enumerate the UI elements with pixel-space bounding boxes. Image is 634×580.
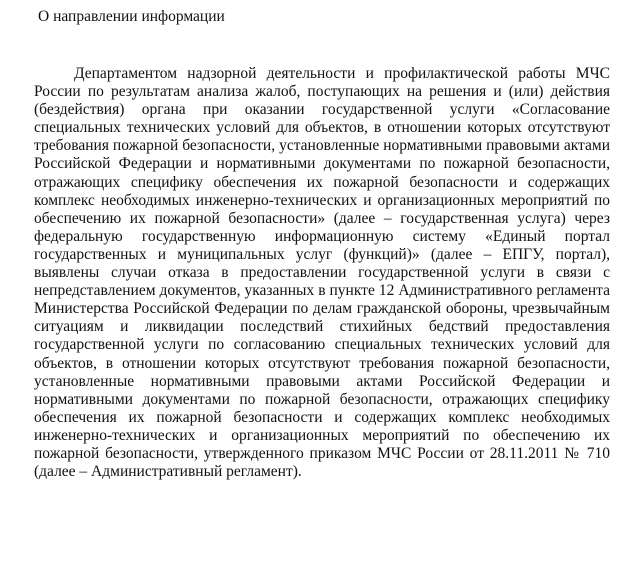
document-subject: О направлении информации — [38, 8, 225, 25]
document-body-paragraph: Департаментом надзорной деятельности и профилактической работы МЧС России по результатам анализа жалоб, поступающих на решения и (или) действия (бездействия) органа при оказании государственной услуги «Согласование специальных технических условий для объектов, в отношении которых отсутствуют требования пожарной безопасности, установленные нормативными правовыми актами Российской Федерации и нормативными документами по пожарной безопасности, отражающих специфику обеспечения их пожарной безопасности и содержащих комплекс необходимых инженерно-технических и организационных мероприятий по обеспечению их пожарной безопасности» (далее – государственная услуга) через федеральную государственную информационную систему «Единый портал государственных и муниципальных услуг (функций)» (далее – ЕПГУ, портал), выявлены случаи отказа в предоставлении государственной услуги в связи с непредставлением документов, указанных в пункте 12 Административного регламента Министерства Российской Федерации по делам гражданской обороны, чрезвычайным ситуациям и ликвидации последствий стихийных бедствий предоставления государственной услуги по согласованию специальных технических условий для объектов, в отношении которых отсутствуют требования пожарной безопасности, установленные нормативными правовыми актами Российской Федерации и нормативными документами по пожарной безопасности, отражающих специфику обеспечения их пожарной безопасности и содержащих комплекс необходимых инженерно-технических и организационных мероприятий по обеспечению их пожарной безопасности, утвержденного приказом МЧС России от 28.11.2011 № 710 (далее – Административный регламент). — [34, 65, 610, 481]
